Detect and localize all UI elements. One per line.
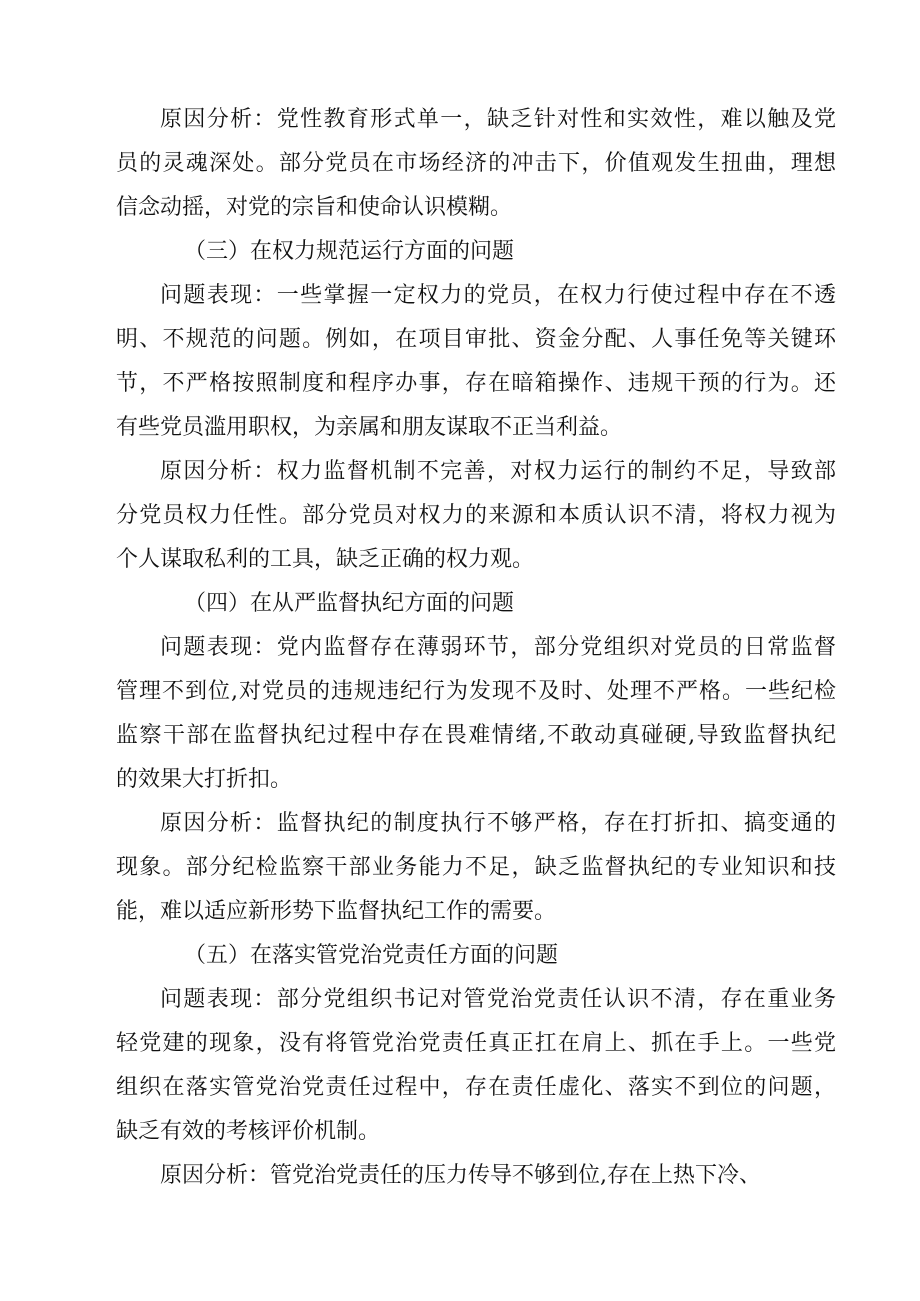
- paragraph-line: 原因分析：权力监督机制不完善，对权力运行的制约不足，导致部: [160, 459, 836, 484]
- paragraph-line: 缺乏有效的考核评价机制。: [116, 1119, 381, 1144]
- paragraph-line: 问题表现：一些掌握一定权力的党员，在权力行使过程中存在不透: [160, 283, 836, 308]
- paragraph-line: 有些党员滥用职权，为亲属和朋友谋取不正当利益。: [116, 415, 623, 440]
- paragraph-line: 能，难以适应新形势下监督执纪工作的需要。: [116, 899, 557, 924]
- paragraph-line: 问题表现：部分党组织书记对管党治党责任认识不清，存在重业务: [160, 987, 836, 1012]
- paragraph-line: 的效果大打折扣。: [116, 767, 293, 792]
- paragraph-line: 原因分析：管党治党责任的压力传导不够到位,存在上热下冷、: [160, 1163, 761, 1188]
- paragraph-line: 分党员权力任性。部分党员对权力的来源和本质认识不清，将权力视为: [116, 503, 836, 528]
- paragraph-line: 问题表现：党内监督存在薄弱环节，部分党组织对党员的日常监督: [160, 635, 836, 660]
- paragraph-line: 节，不严格按照制度和程序办事，存在暗箱操作、违规干预的行为。还: [116, 371, 836, 396]
- paragraph-line: 组织在落实管党治党责任过程中，存在责任虚化、落实不到位的问题，: [116, 1075, 836, 1100]
- section-heading: （五）在落实管党治党责任方面的问题: [184, 943, 559, 968]
- paragraph-line: 个人谋取私利的工具，缺乏正确的权力观。: [116, 547, 535, 572]
- paragraph-line: 信念动摇，对党的宗旨和使命认识模糊。: [116, 195, 513, 220]
- paragraph-line: 原因分析：党性教育形式单一，缺乏针对性和实效性，难以触及党: [160, 107, 836, 132]
- paragraph-line: 监察干部在监督执纪过程中存在畏难情绪,不敢动真碰硬,导致监督执纪: [116, 723, 836, 748]
- section-heading: （三）在权力规范运行方面的问题: [184, 239, 515, 264]
- paragraph-line: 轻党建的现象，没有将管党治党责任真正扛在肩上、抓在手上。一些党: [116, 1031, 836, 1056]
- paragraph-line: 现象。部分纪检监察干部业务能力不足，缺乏监督执纪的专业知识和技: [116, 855, 836, 880]
- section-heading: （四）在从严监督执纪方面的问题: [184, 591, 515, 616]
- paragraph-line: 员的灵魂深处。部分党员在市场经济的冲击下，价值观发生扭曲，理想: [116, 151, 836, 176]
- paragraph-line: 原因分析：监督执纪的制度执行不够严格，存在打折扣、搞变通的: [160, 811, 836, 836]
- paragraph-line: 明、不规范的问题。例如，在项目审批、资金分配、人事任免等关键环: [116, 327, 836, 352]
- paragraph-line: 管理不到位,对党员的违规违纪行为发现不及时、处理不严格。一些纪检: [116, 679, 836, 704]
